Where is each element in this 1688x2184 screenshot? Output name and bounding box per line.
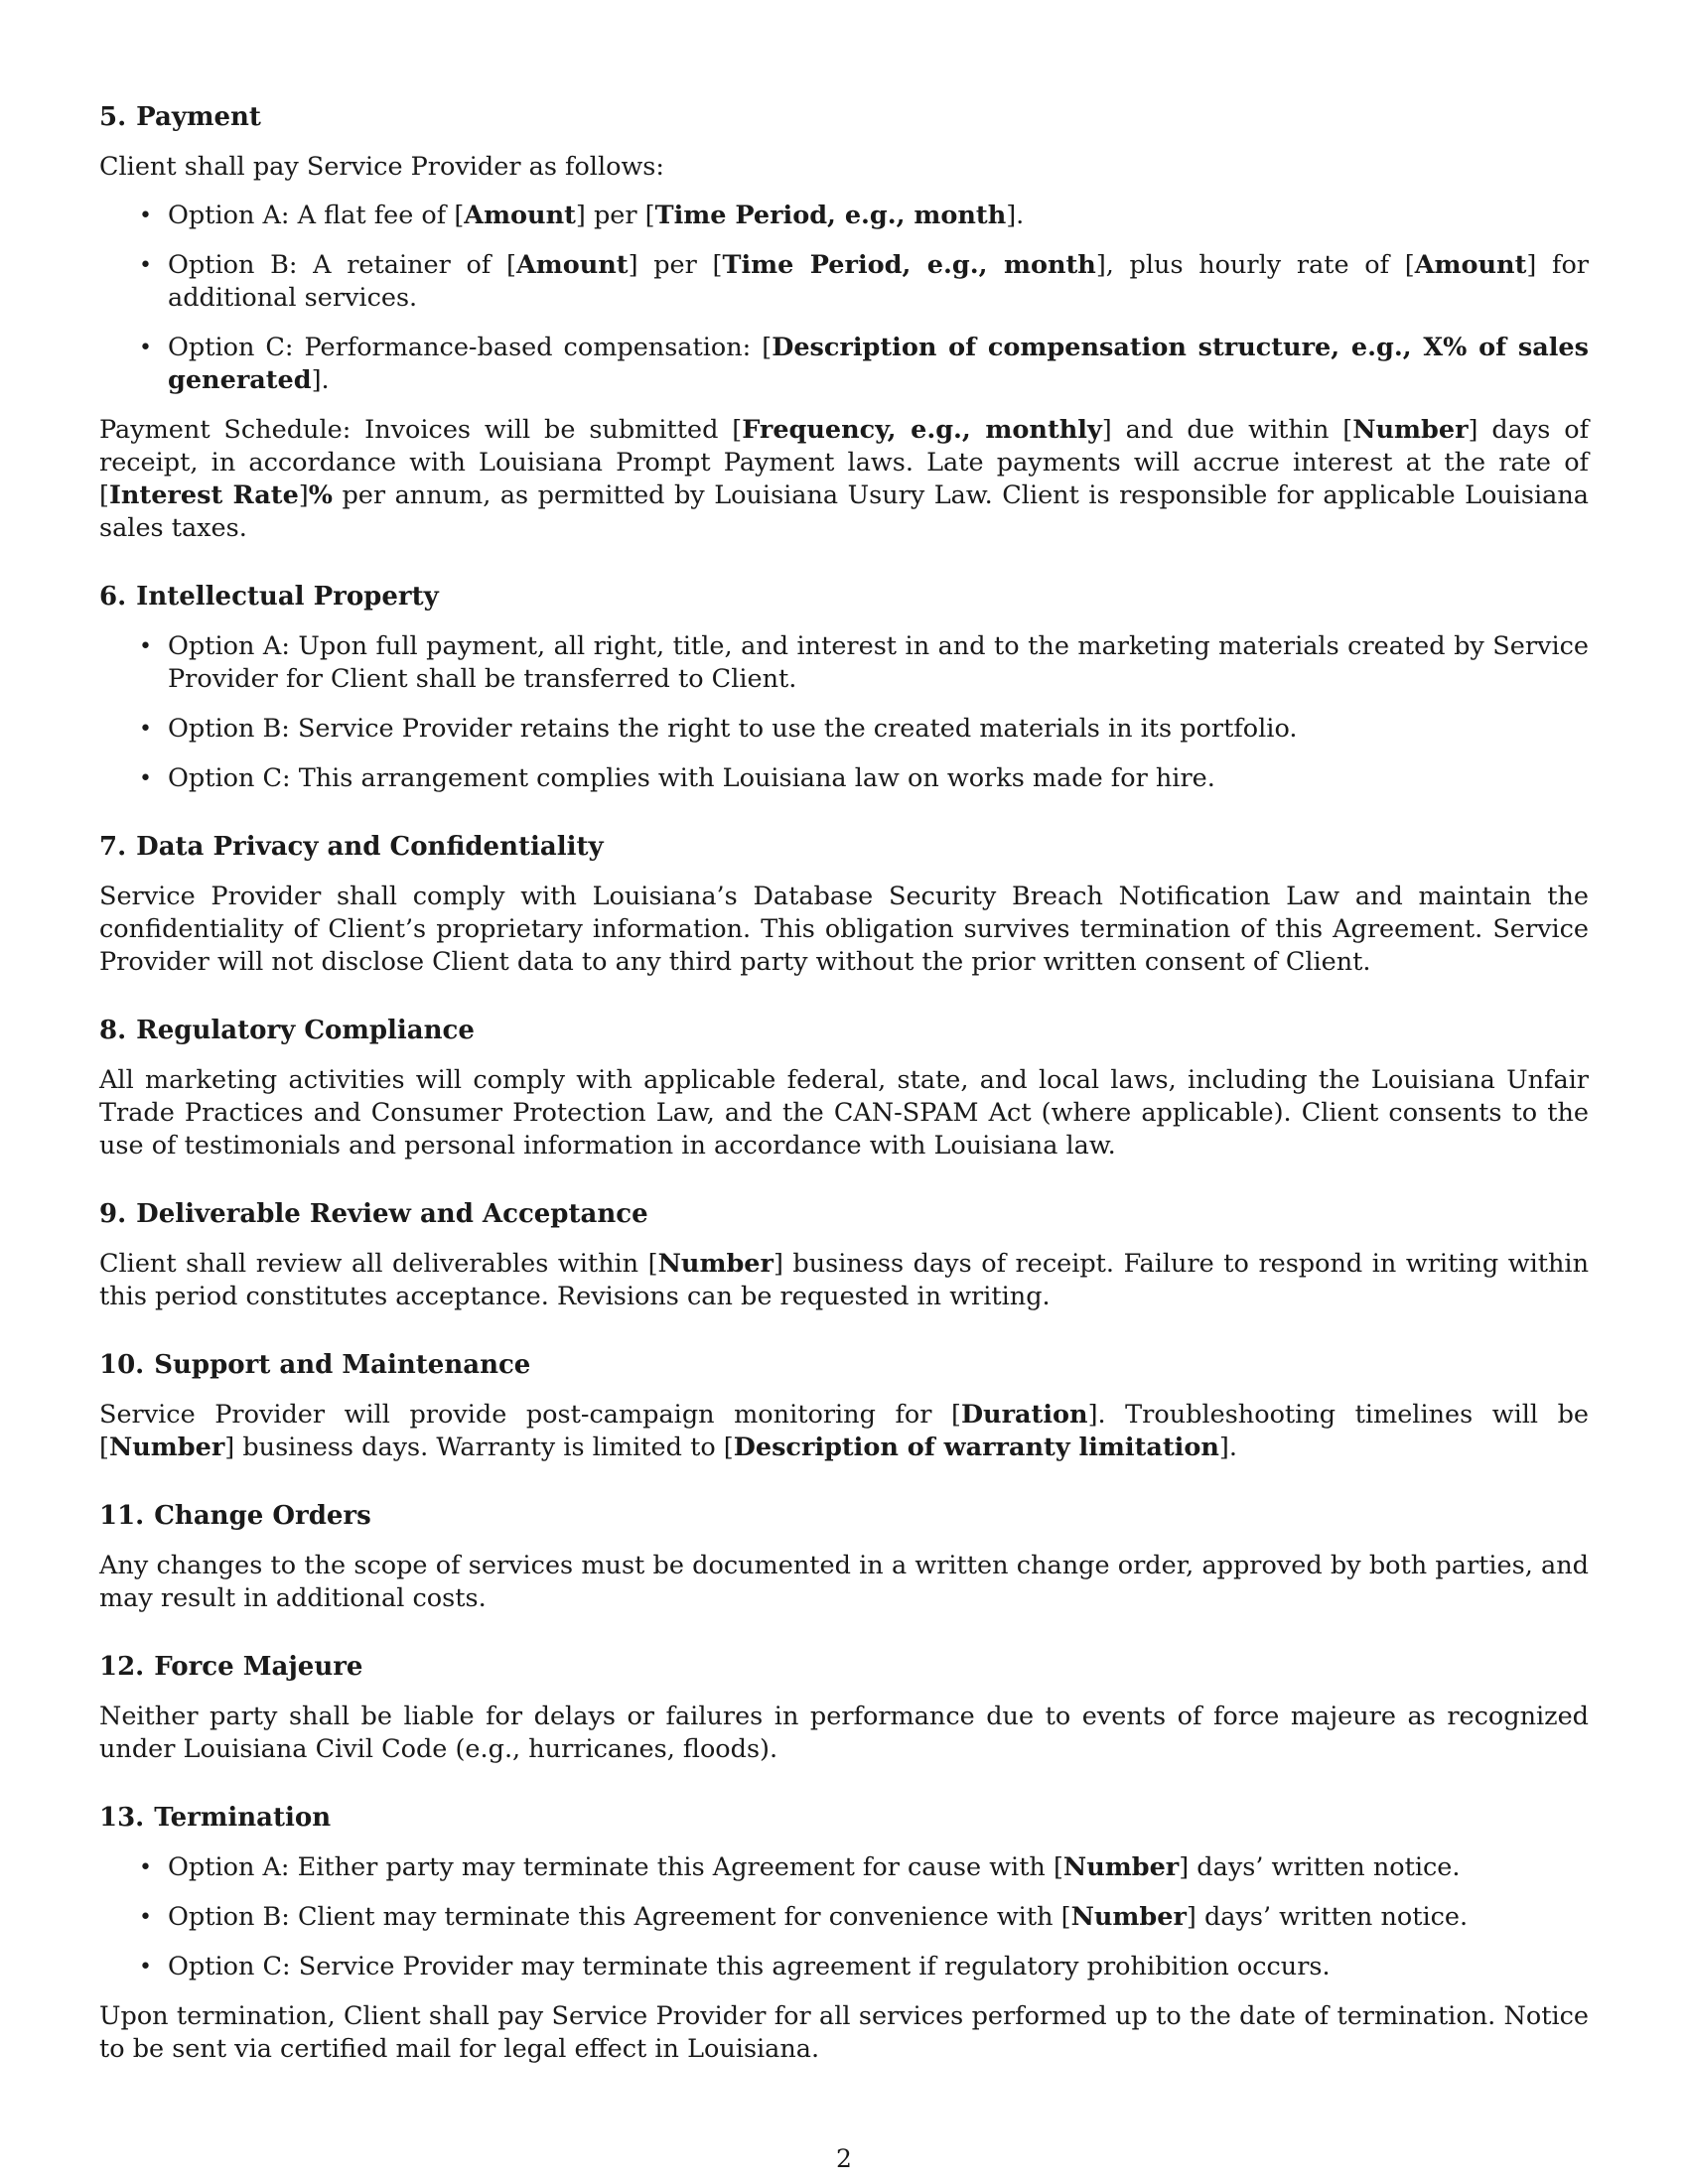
page-number: 2 <box>836 2144 852 2173</box>
section-heading: 13. Termination <box>99 1803 332 1833</box>
section-heading: 12. Force Majeure <box>99 1652 363 1682</box>
ip-options-list <box>99 630 1589 795</box>
paragraph: Neither party shall be liable for delays or failures in performance due to events of force majeure as recognized under Louisiana Civil Code (e.g., hurricanes, floods). <box>99 1702 1589 1764</box>
page-content <box>99 99 1589 2100</box>
paragraph: Client shall review all deliverables within [Number] business days of receipt. Failure to respond in writing within this period constitutes acceptance. Revisions can be requested in writing. <box>99 1249 1589 1311</box>
termination-options-list <box>99 1851 1589 1983</box>
section-deliverable-review <box>99 1196 1589 1313</box>
list-item: • Option A: A flat fee of [Amount] per [Time Period, e.g., month]. <box>139 201 1025 230</box>
section-heading: 10. Support and Maintenance <box>99 1350 531 1380</box>
section-regulatory-compliance <box>99 1013 1589 1162</box>
section-heading: 8. Regulatory Compliance <box>99 1016 475 1045</box>
paragraph: Payment Schedule: Invoices will be submitted [Frequency, e.g., monthly] and due within [Number] days of receipt, in accordance with Louisiana Prompt Payment laws. Late payments will accrue interest at the rate of [Interest Rate]% per annum, as permitted by Louisiana Usury Law. Client is responsible for applicable Louisiana sales taxes. <box>99 415 1590 543</box>
payment-options-list <box>99 200 1589 397</box>
section-change-orders <box>99 1498 1589 1615</box>
section-intellectual-property <box>99 579 1589 795</box>
list-item: • Option C: This arrangement complies with Louisiana law on works made for hire. <box>139 763 1215 793</box>
list-item: • Option A: Upon full payment, all right, title, and interest in and to the marketing materials created by Service Provider for Client shall be transferred to Client. <box>139 631 1589 694</box>
bullet-icon: • <box>139 1855 152 1880</box>
list-item: • Option C: Performance-based compensation: [Description of compensation structure, e.g., X% of sales generated]. <box>139 333 1589 395</box>
bullet-icon: • <box>139 634 152 659</box>
paragraph: Upon termination, Client shall pay Service Provider for all services performed up to the date of termination. Notice to be sent via certified mail for legal effect in Louisiana. <box>99 2001 1589 2064</box>
section-heading: 6. Intellectual Property <box>99 582 439 612</box>
section-heading: 9. Deliverable Review and Acceptance <box>99 1199 648 1229</box>
section-heading: 5. Payment <box>99 102 261 132</box>
section-payment <box>99 99 1589 545</box>
list-item: • Option A: Either party may terminate this Agreement for cause with [Number] days’ written notice. <box>139 1852 1461 1882</box>
paragraph: Service Provider will provide post-campaign monitoring for [Duration]. Troubleshooting timelines will be [Number] business days. Warranty is limited to [Description of warranty limitation]. <box>99 1400 1589 1462</box>
bullet-icon: • <box>139 1955 152 1979</box>
section-force-majeure <box>99 1649 1589 1766</box>
bullet-icon: • <box>139 204 152 228</box>
bullet-icon: • <box>139 253 152 278</box>
list-item: • Option B: A retainer of [Amount] per [Time Period, e.g., month], plus hourly rate of [Amount] for additional services. <box>139 250 1589 313</box>
list-item: • Option C: Service Provider may terminate this agreement if regulatory prohibition occurs. <box>139 1952 1331 1981</box>
section-data-privacy <box>99 829 1589 979</box>
bullet-icon: • <box>139 1905 152 1930</box>
list-item: • Option B: Service Provider retains the right to use the created materials in its portfolio. <box>139 714 1298 744</box>
bullet-icon: • <box>139 336 152 360</box>
section-heading: 11. Change Orders <box>99 1501 371 1531</box>
bullet-icon: • <box>139 717 152 742</box>
section-heading: 7. Data Privacy and Confidentiality <box>99 832 604 862</box>
paragraph: All marketing activities will comply with applicable federal, state, and local laws, including the Louisiana Unfair Trade Practices and Consumer Protection Law, and the CAN-SPAM Act (where applicable). Client consents to the use of testimonials and personal information in accordance with Louisiana law. <box>99 1065 1589 1160</box>
paragraph: Any changes to the scope of services must be documented in a written change order, approved by both parties, and may result in additional costs. <box>99 1551 1589 1613</box>
paragraph: Client shall pay Service Provider as follows: <box>99 152 664 182</box>
list-item: • Option B: Client may terminate this Agreement for convenience with [Number] days’ written notice. <box>139 1902 1469 1932</box>
section-support-maintenance <box>99 1347 1589 1464</box>
bullet-icon: • <box>139 766 152 791</box>
section-termination <box>99 1800 1589 2066</box>
paragraph: Service Provider shall comply with Louisiana’s Database Security Breach Notification Law and maintain the confidentiality of Client’s proprietary information. This obligation survives termination of this Agreement. Service Provider will not disclose Client data to any third party without the prior written consent of Client. <box>99 882 1589 977</box>
